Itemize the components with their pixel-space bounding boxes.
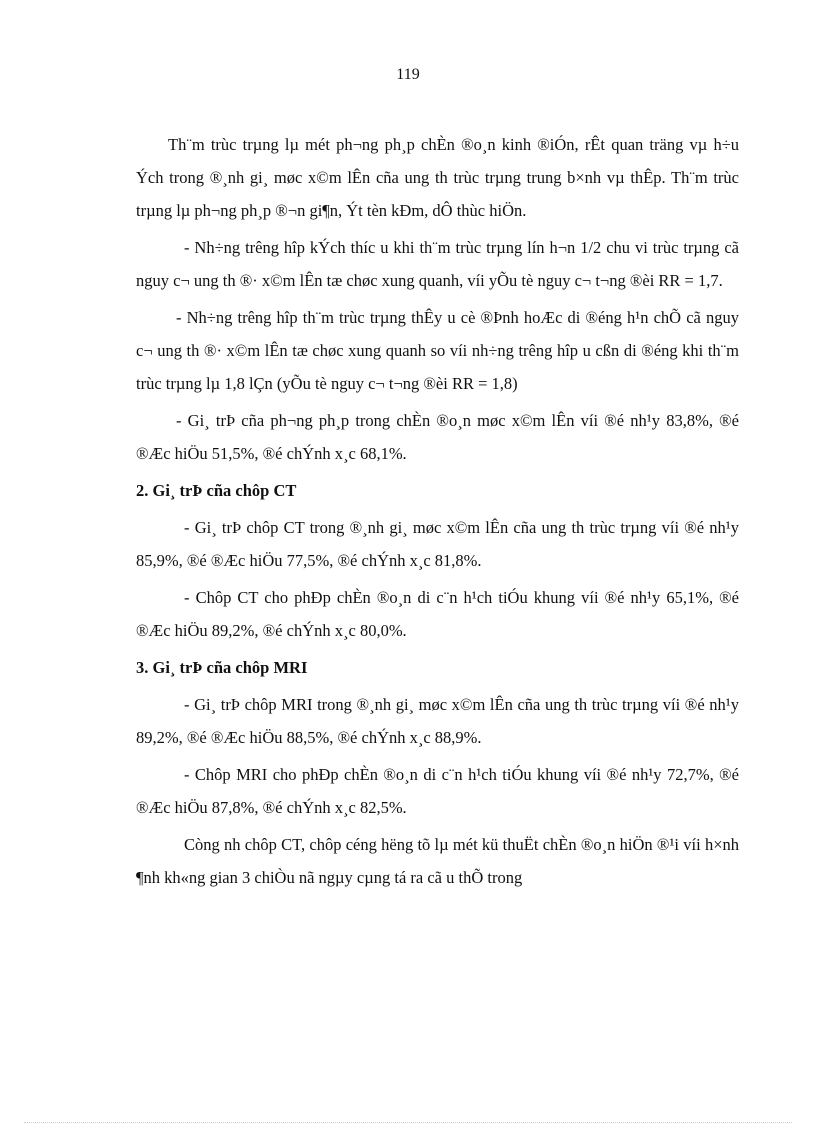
paragraph: - Gi¸ trÞ chôp MRI trong ®¸nh gi¸ møc x©m lÊn cña ung th trùc trµng víi ®é nh¹y 89,2%, ®é ®Æc hiÖu 88,5%, ®é chÝnh x¸c 88,9%. xyxy=(136,695,739,747)
section-heading: 3. Gi¸ trÞ cña chôp MRI xyxy=(136,658,308,677)
paragraph: - Chôp MRI cho phÐp chÈn ®o¸n di c¨n h¹ch tiÓu khung víi ®é nh¹y 72,7%, ®é ®Æc hiÖu 87,8%, ®é chÝnh x¸c 82,5%. xyxy=(136,765,739,817)
paragraph: Th¨m trùc trµng lµ mét ph¬ng ph¸p chÈn ®o¸n kinh ®iÓn, rÊt quan träng vµ h÷u Ých trong ®¸nh gi¸ møc x©m lÊn cña ung th trùc trµng trung b×nh vµ thÊp. Th¨m trùc trµng lµ ph¬ng ph¸p ®¬n gi¶n, Ýt tèn kÐm, dÔ thùc hiÖn. xyxy=(136,135,739,220)
paragraph: Còng nh chôp CT, chôp céng hëng tõ lµ mét kü thuËt chÈn ®o¸n hiÖn ®¹i víi h×nh ¶nh kh«ng gian 3 chiÒu nã ngµy cµng tá ra cã u thÕ trong xyxy=(136,835,739,887)
paragraph: - Nh÷ng trêng hîp kÝch thíc u khi th¨m trùc trµng lín h¬n 1/2 chu vi trùc trµng cã nguy c¬ ung th ®· x©m lÊn tæ chøc xung quanh, víi yÕu tè nguy c¬ t¬ng ®èi RR = 1,7. xyxy=(136,238,739,290)
page-number: 119 xyxy=(396,66,420,83)
paragraph: - Gi¸ trÞ chôp CT trong ®¸nh gi¸ møc x©m lÊn cña ung th trùc trµng víi ®é nh¹y 85,9%, ®é ®Æc hiÖu 77,5%, ®é chÝnh x¸c 81,8%. xyxy=(136,518,739,570)
paragraph: - Chôp CT cho phÐp chÈn ®o¸n di c¨n h¹ch tiÓu khung víi ®é nh¹y 65,1%, ®é ®Æc hiÖu 89,2%, ®é chÝnh x¸c 80,0%. xyxy=(136,588,739,640)
document-body xyxy=(136,128,739,898)
paragraph: - Nh÷ng trêng hîp th¨m trùc trµng thÊy u cè ®Þnh hoÆc di ®éng h¹n chÕ cã nguy c¬ ung th ®· x©m lÊn tæ chøc xung quanh so víi nh÷ng trêng hîp u cßn di ®éng khi th¨m trùc trµng lµ 1,8 lÇn (yÕu tè nguy c¬ t¬ng ®èi RR = 1,8) xyxy=(136,308,739,393)
paragraph: - Gi¸ trÞ cña ph¬ng ph¸p trong chÈn ®o¸n møc x©m lÊn víi ®é nh¹y 83,8%, ®é ®Æc hiÖu 51,5%, ®é chÝnh x¸c 68,1%. xyxy=(136,411,739,463)
section-heading: 2. Gi¸ trÞ cña chôp CT xyxy=(136,481,297,500)
